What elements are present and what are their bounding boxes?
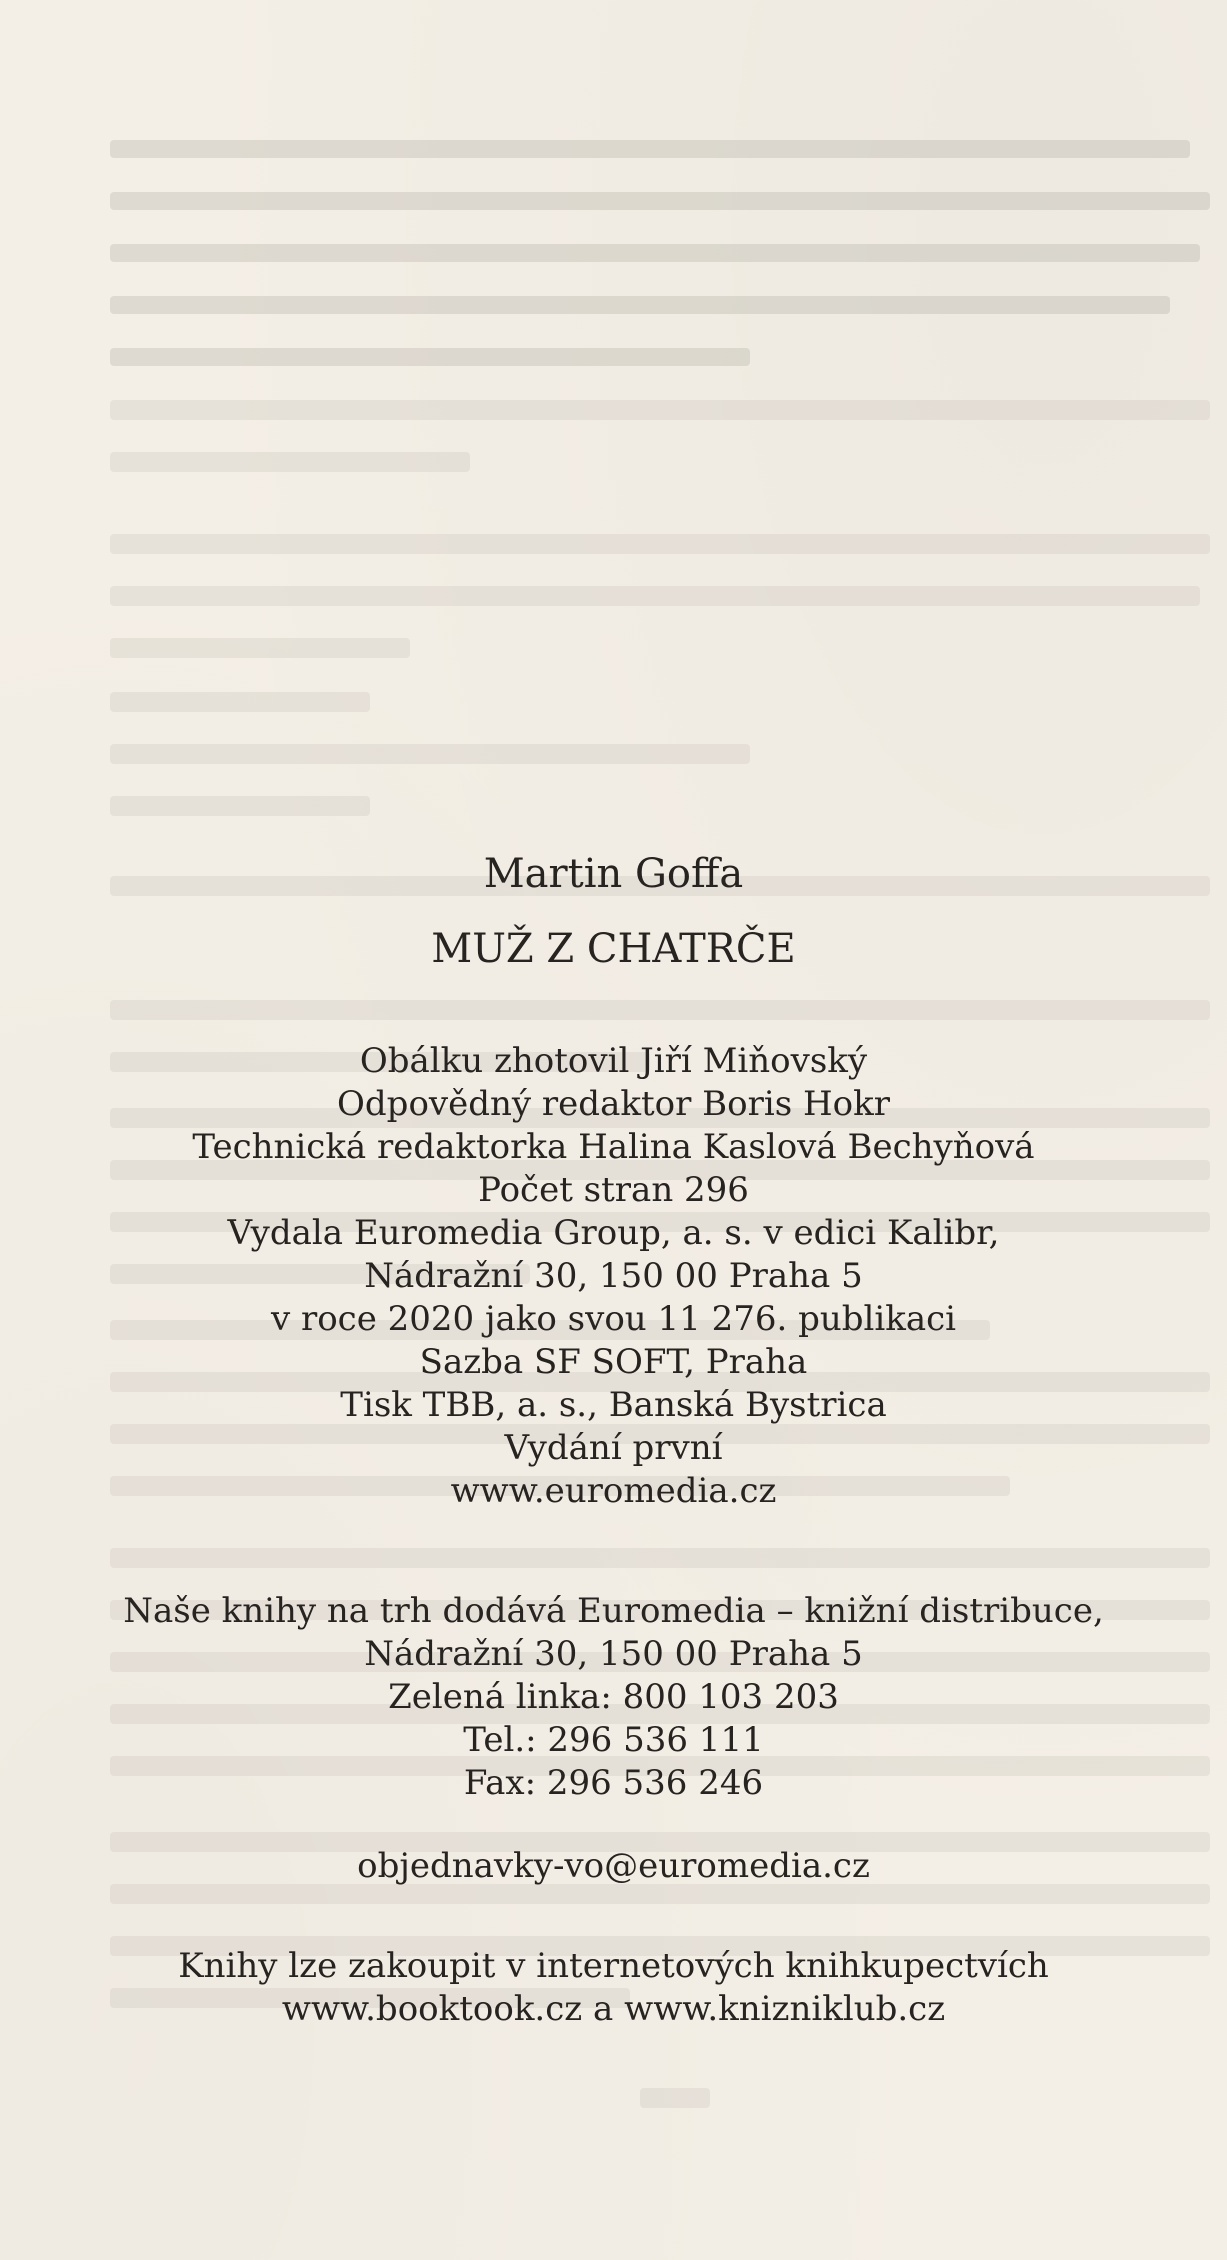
author-name: Martin Goffa: [483, 851, 744, 897]
title-section: [0, 925, 1227, 973]
credit-line: Vydala Euromedia Group, a. s. v edici Kalibr,: [227, 1213, 1000, 1253]
distribution-line: Naše knihy na trh dodává Euromedia – knižní distribuce,: [123, 1591, 1104, 1631]
credits-block: [0, 1040, 1227, 1513]
order-email: objednavky-vo@euromedia.cz: [357, 1846, 870, 1886]
shops-block: [0, 1945, 1227, 2031]
credit-line: Sazba SF SOFT, Praha: [419, 1342, 808, 1382]
credit-line: v roce 2020 jako svou 11 276. publikaci: [270, 1299, 957, 1339]
shops-websites: www.booktook.cz a www.knizniklub.cz: [281, 1989, 946, 2029]
author-section: [0, 850, 1227, 898]
credit-line: Počet stran 296: [478, 1170, 749, 1210]
credit-line: Tisk TBB, a. s., Banská Bystrica: [340, 1385, 887, 1425]
distribution-line: Nádražní 30, 150 00 Praha 5: [364, 1634, 863, 1674]
distribution-block: [0, 1590, 1227, 1805]
credit-line: Obálku zhotovil Jiří Miňovský: [359, 1041, 868, 1081]
credit-line: Nádražní 30, 150 00 Praha 5: [364, 1256, 863, 1296]
credit-line: Odpovědný redaktor Boris Hokr: [337, 1084, 890, 1124]
distribution-phone: Tel.: 296 536 111: [463, 1720, 764, 1760]
shops-line: Knihy lze zakoupit v internetových knihkupectvích: [178, 1946, 1049, 1986]
distribution-fax: Fax: 296 536 246: [463, 1763, 764, 1803]
credit-line: Technická redaktorka Halina Kaslová Bechyňová: [192, 1127, 1035, 1167]
publisher-website: www.euromedia.cz: [450, 1471, 777, 1511]
book-title: MUŽ Z CHATRČE: [431, 926, 796, 972]
credit-line: Vydání první: [504, 1428, 723, 1468]
email-block: [0, 1845, 1227, 1888]
distribution-phone: Zelená linka: 800 103 203: [388, 1677, 839, 1717]
